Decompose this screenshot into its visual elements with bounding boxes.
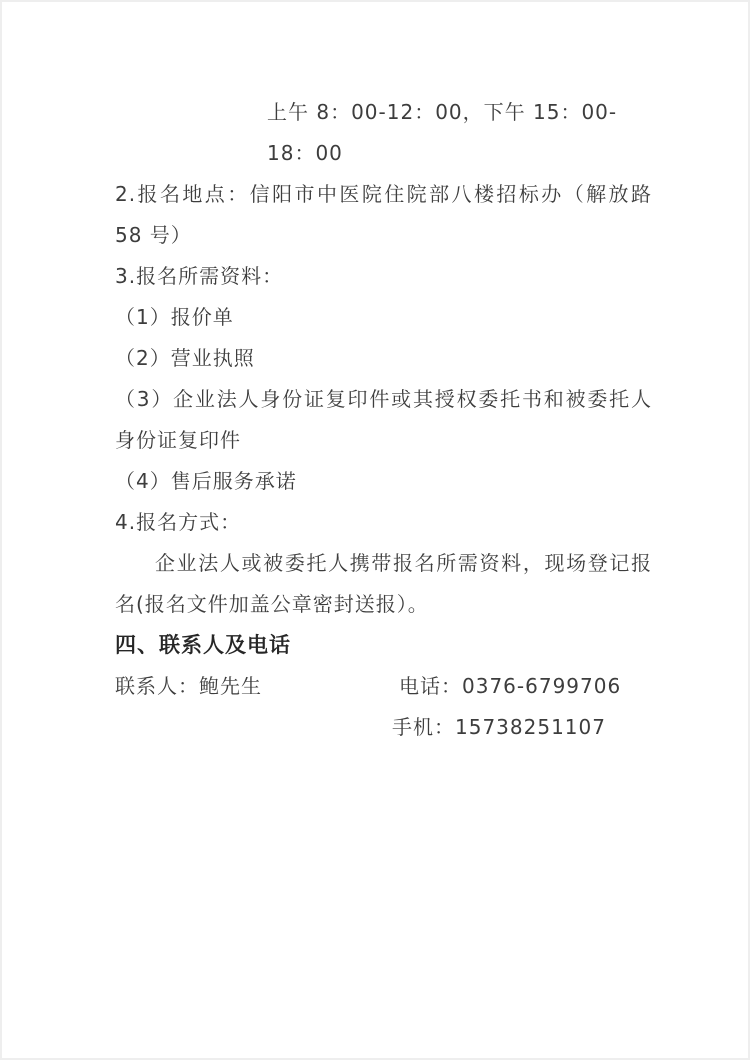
contact-mobile-label: 手机：15738251107 [392,715,606,739]
method-paragraph: 企业法人或被委托人携带报名所需资料，现场登记报名(报名文件加盖公章密封送报）。 [115,551,652,616]
contact-row [115,666,652,707]
materials-heading-line: 3.报名所需资料： [115,264,284,288]
contacts-section-heading: 四、联系人及电话 [115,633,291,657]
material-item-quotation: （1）报价单 [115,305,234,329]
contact-person-label: 联系人：鲍先生 [115,674,262,698]
registration-time-line: 上午 8：00-12：00，下午 15：00-18：00 [267,100,618,165]
registration-location-line: 2.报名地点：信阳市中医院住院部八楼招标办（解放路 58 号） [115,182,652,247]
material-item-id-copies: （3）企业法人身份证复印件或其授权委托书和被委托人身份证复印件 [115,387,652,452]
document-content [115,92,652,748]
contact-phone-label: 电话：0376-6799706 [399,674,622,698]
method-heading-line: 4.报名方式： [115,510,242,534]
material-item-business-license: （2）营业执照 [115,346,255,370]
material-item-aftersales-commitment: （4）售后服务承诺 [115,469,297,493]
